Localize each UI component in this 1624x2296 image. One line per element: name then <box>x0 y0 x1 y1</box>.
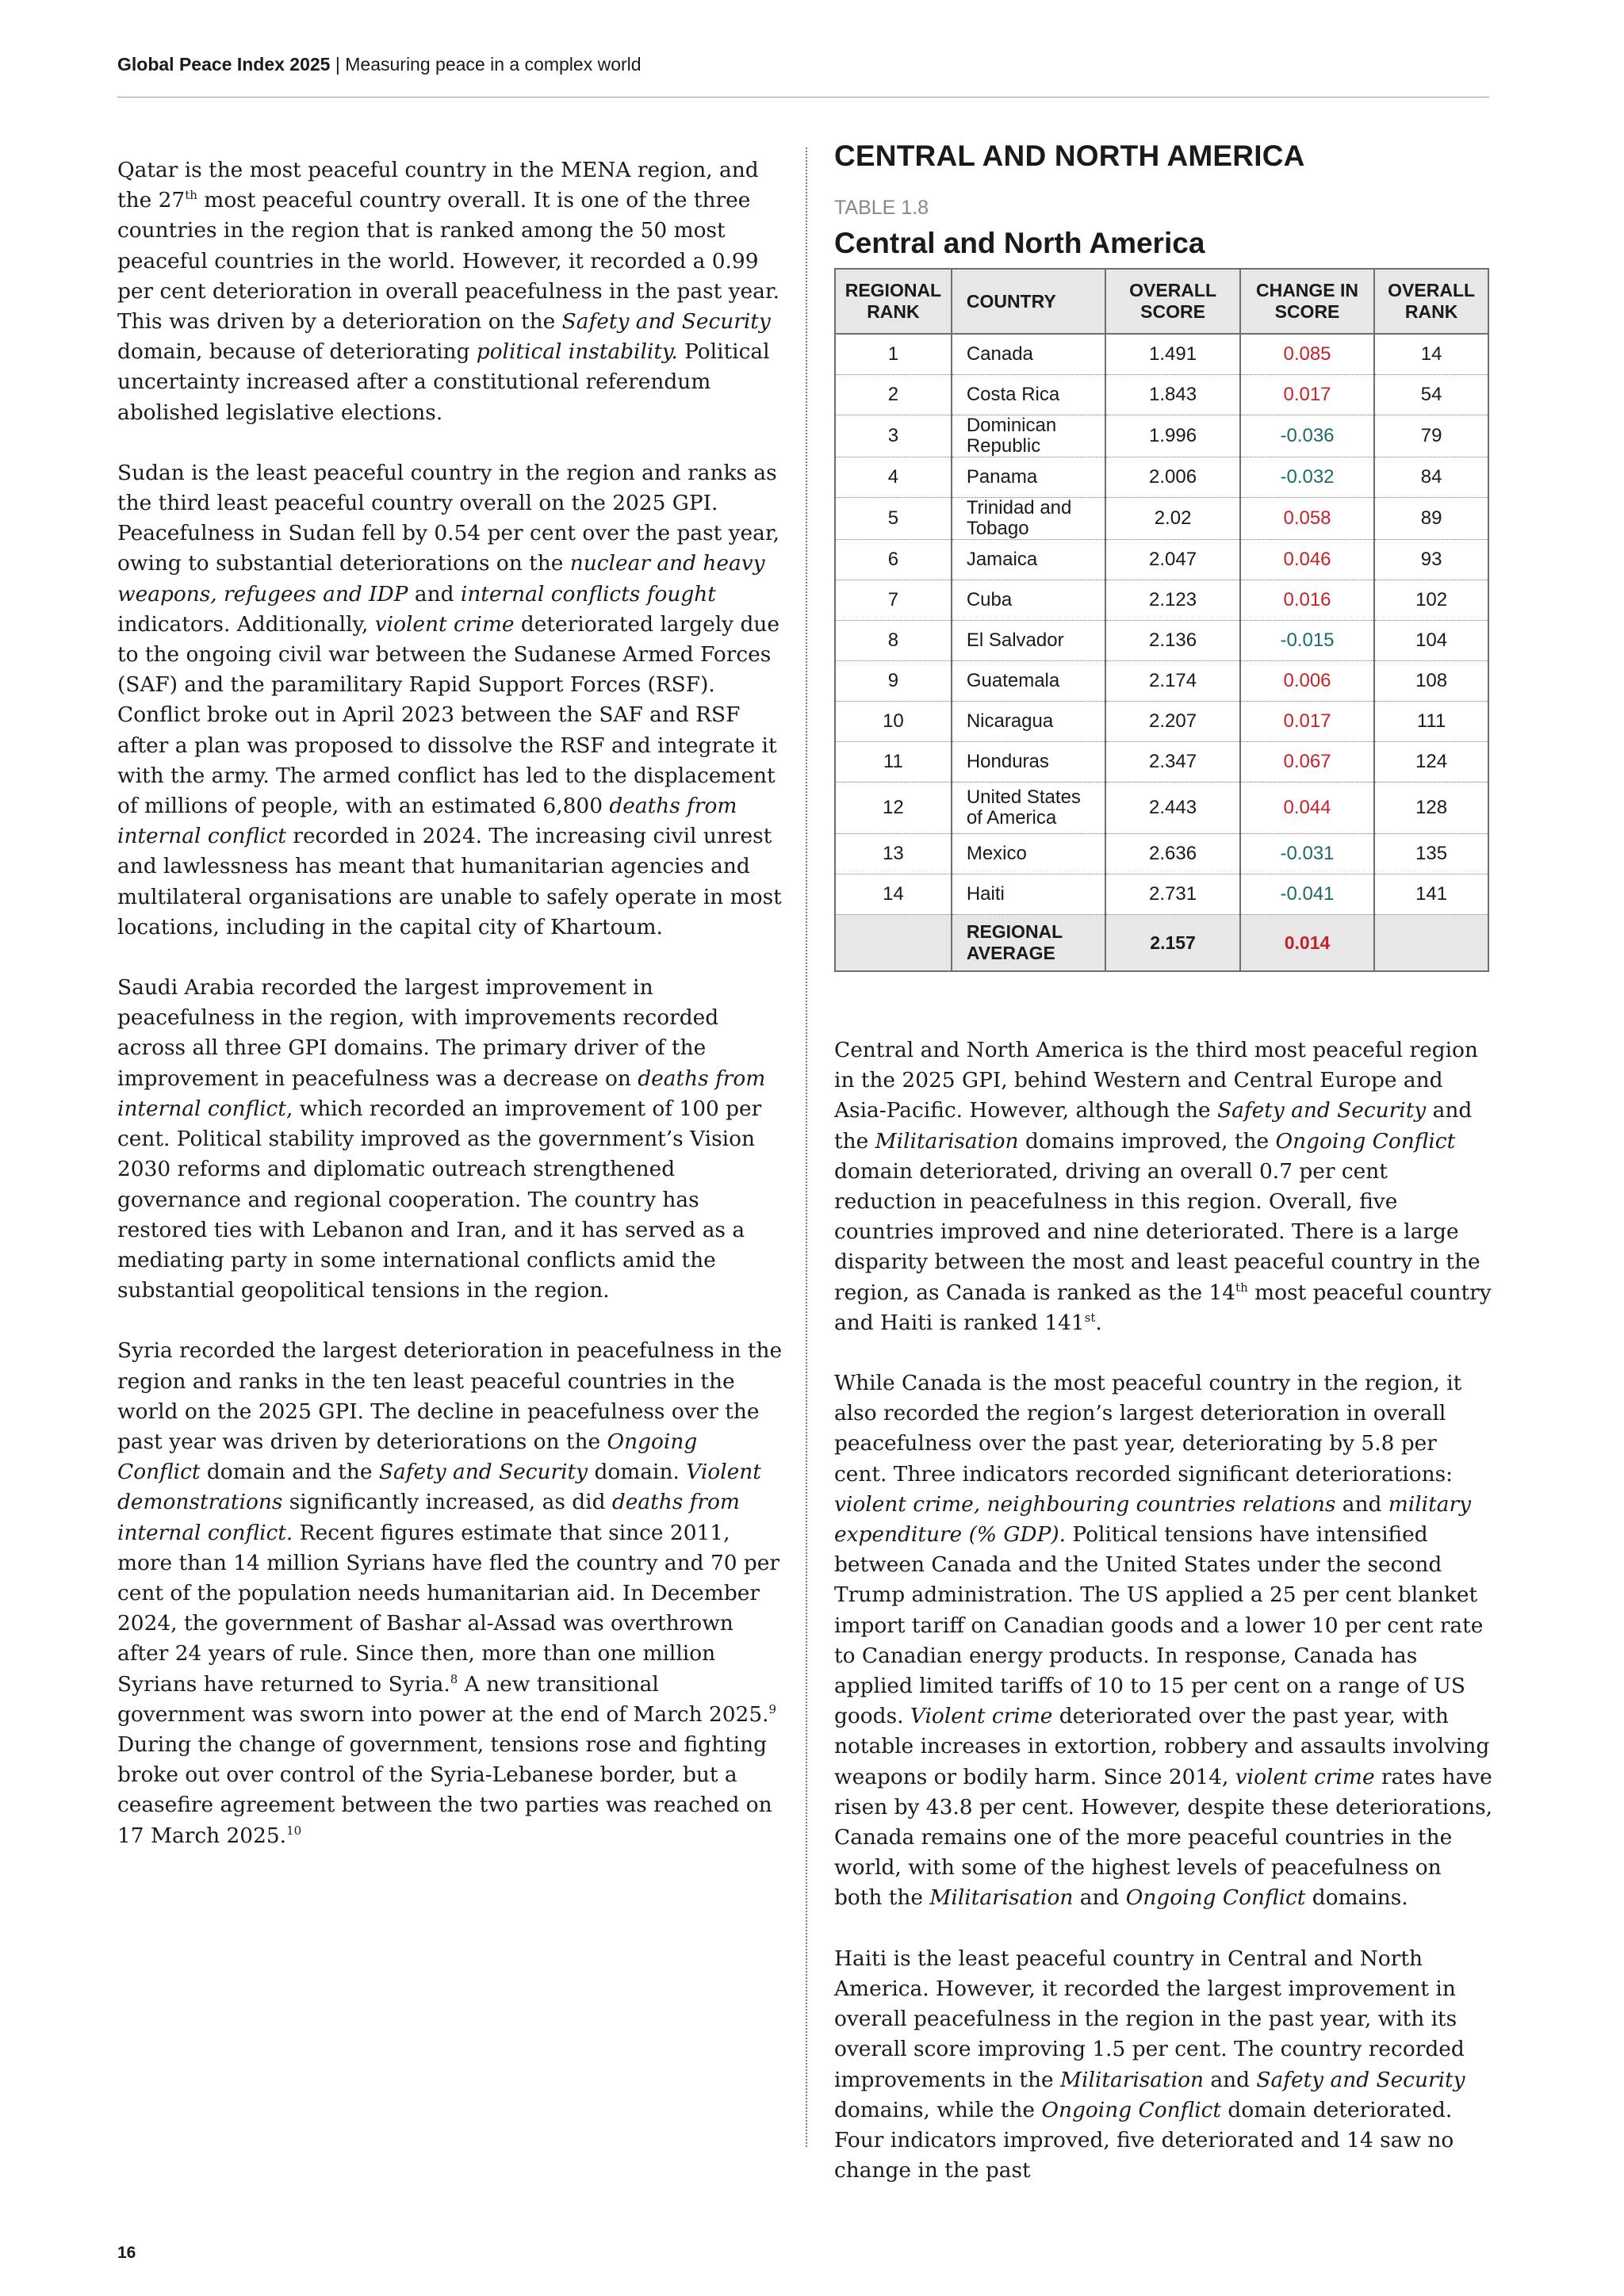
country-cell: Cuba <box>952 580 1106 621</box>
country-cell: Trinidad and Tobago <box>952 498 1106 540</box>
overall-rank-cell: 89 <box>1374 498 1488 540</box>
overall-rank-cell: 54 <box>1374 375 1488 415</box>
overall-score-cell: 2.02 <box>1105 498 1239 540</box>
paragraph-qatar: Qatar is the most peaceful country in the MENA region, and the 27th most peaceful country overall. It is one of the three countries in the region that is ranked among the 50 most peaceful countries in the world. However, it recorded a 0.99 per cent deterioration in overall peacefulness in the past year. This was driven by a deterioration on the Safety and Security domain, because of deteriorating political instability. Political uncertainty increased after a constitutional referendum abolished legislative elections. <box>117 158 780 425</box>
country-cell: Guatemala <box>952 661 1106 702</box>
paragraph-saudi-arabia: Saudi Arabia recorded the largest improvement in peacefulness in the region, with improvements recorded across all three GPI domains. The primary driver of the improvement in peacefulness was a decrease on deaths from internal conflict, which recorded an improvement of 100 per cent. Political stability improved as the government’s Vision 2030 reforms and diplomatic outreach strengthened governance and regional cooperation. The country has restored ties with Lebanon and Iran, and it has served as a mediating party in some international conflicts amid the substantial geopolitical tensions in the region. <box>117 975 766 1303</box>
country-cell: Honduras <box>952 742 1106 783</box>
table-row <box>835 415 1488 457</box>
table-row <box>835 661 1488 702</box>
change-in-score-cell: 0.046 <box>1240 540 1374 580</box>
average-overall-rank-cell <box>1374 915 1488 972</box>
paragraph-haiti: Haiti is the least peaceful country in Central and North America. However, it recorded the largest improvement in overall peacefulness in the region in the past year, with its overall score improving 1.5 per cent. The country recorded improvements in the Militarisation and Safety and Security domains, while the Ongoing Conflict domain deteriorated. Four indicators improved, five deteriorated and 14 saw no change in the past <box>834 1946 1465 2183</box>
regional-rank-cell: 10 <box>835 702 952 742</box>
header-overall-score: OVERALL SCORE <box>1105 269 1239 334</box>
header-separator: | <box>330 54 346 75</box>
country-cell: Mexico <box>952 834 1106 874</box>
table-row <box>835 334 1488 375</box>
table-row <box>835 375 1488 415</box>
regional-rank-cell: 9 <box>835 661 952 702</box>
overall-rank-cell: 84 <box>1374 457 1488 498</box>
table-row <box>835 702 1488 742</box>
footnote-ref: 9 <box>768 1701 777 1716</box>
regional-rank-cell: 12 <box>835 783 952 834</box>
paragraph-canada: While Canada is the most peaceful country in the region, it also recorded the region’s largest deterioration in overall peacefulness over the past year, deteriorating by 5.8 per cent. Three indicators recorded significant deteriorations: violent crime, neighbouring countries relations and military expenditure (% GDP). Political tensions have intensified between Canada and the United States under the second Trump administration. The US applied a 25 per cent blanket import tariff on Canadian goods and a lower 10 per cent rate to Canadian energy products. In response, Canada has applied limited tariffs of 10 to 15 per cent on a range of US goods. Violent crime deteriorated over the past year, with notable increases in extortion, robbery and assaults involving weapons or bodily harm. Since 2014, violent crime rates have risen by 43.8 per cent. However, despite these deteriorations, Canada remains one of the more peaceful countries in the world, with some of the highest levels of peacefulness on both the Militarisation and Ongoing Conflict domains. <box>834 1371 1493 1911</box>
overall-rank-cell: 102 <box>1374 580 1488 621</box>
table-header-row <box>835 269 1488 334</box>
country-cell: Costa Rica <box>952 375 1106 415</box>
section-title: CENTRAL AND NORTH AMERICA <box>834 140 1305 172</box>
overall-rank-cell: 93 <box>1374 540 1488 580</box>
change-in-score-cell: -0.015 <box>1240 621 1374 661</box>
country-cell: Jamaica <box>952 540 1106 580</box>
country-cell: United States of America <box>952 783 1106 834</box>
overall-score-cell: 2.731 <box>1105 874 1239 915</box>
running-header <box>117 54 1489 75</box>
header-rule <box>117 97 1489 98</box>
regional-rank-cell: 1 <box>835 334 952 375</box>
footnote-ref: 10 <box>286 1823 302 1838</box>
table-title: Central and North America <box>834 227 1205 259</box>
right-column-text <box>834 1035 1494 2216</box>
regional-rank-cell: 11 <box>835 742 952 783</box>
table-row <box>835 742 1488 783</box>
header-country: COUNTRY <box>952 269 1106 334</box>
country-cell: Canada <box>952 334 1106 375</box>
header-title: Global Peace Index 2025 <box>117 54 331 75</box>
overall-rank-cell: 124 <box>1374 742 1488 783</box>
paragraph-sudan: Sudan is the least peaceful country in the region and ranks as the third least peaceful country overall on the 2025 GPI. Peacefulness in Sudan fell by 0.54 per cent over the past year, owing to substantial deteriorations on the nuclear and heavy weapons, refugees and IDP and internal conflicts fought indicators. Additionally, violent crime deteriorated largely due to the ongoing civil war between the Sudanese Armed Forces (SAF) and the paramilitary Rapid Support Forces (RSF). Conflict broke out in April 2023 between the SAF and RSF after a plan was proposed to dissolve the RSF and integrate it with the army. The armed conflict has led to the displacement of millions of people, with an estimated 6,800 deaths from internal conflict recorded in 2024. The increasing civil unrest and lawlessness has meant that humanitarian agencies and multilateral organisations are unable to safely operate in most locations, including in the capital city of Khartoum. <box>117 460 782 939</box>
overall-score-cell: 2.636 <box>1105 834 1239 874</box>
change-in-score-cell: -0.041 <box>1240 874 1374 915</box>
regional-average-row <box>835 915 1488 972</box>
table-row <box>835 874 1488 915</box>
regional-average-label: REGIONAL AVERAGE <box>952 915 1106 972</box>
header-overall-rank: OVERALL RANK <box>1374 269 1488 334</box>
footnote-ref: 8 <box>450 1671 458 1686</box>
table-row <box>835 540 1488 580</box>
table-row <box>835 834 1488 874</box>
change-in-score-cell: 0.058 <box>1240 498 1374 540</box>
left-column <box>117 155 785 1881</box>
overall-score-cell: 1.491 <box>1105 334 1239 375</box>
change-in-score-cell: 0.017 <box>1240 375 1374 415</box>
change-in-score-cell: 0.006 <box>1240 661 1374 702</box>
overall-score-cell: 2.207 <box>1105 702 1239 742</box>
header-change-in-score: CHANGE IN SCORE <box>1240 269 1374 334</box>
table-row <box>835 498 1488 540</box>
paragraph-syria: Syria recorded the largest deterioration in peacefulness in the region and ranks in the ten least peaceful countries in the world on the 2025 GPI. The decline in peacefulness over the past year was driven by deteriorations on the Ongoing Conflict domain and the Safety and Security domain. Violent demonstrations significantly increased, as did deaths from internal conflict. Recent figures estimate that since 2011, more than 14 million Syrians have fled the country and 70 per cent of the population needs humanitarian aid. In December 2024, the government of Bashar al-Assad was overthrown after 24 years of rule. Since then, more than one million Syrians have returned to Syria.$^8$ A new transitional government was sworn into power at the end of March 2025.$^9$ During the change of government, tensions rose and fighting broke out over control of the Syria-Lebanese border, but a ceasefire agreement between the two parties was reached on 17 March 2025.10 <box>117 1338 783 1848</box>
regional-rank-cell: 5 <box>835 498 952 540</box>
country-cell: El Salvador <box>952 621 1106 661</box>
overall-score-cell: 1.843 <box>1105 375 1239 415</box>
country-cell: Haiti <box>952 874 1106 915</box>
overall-rank-cell: 111 <box>1374 702 1488 742</box>
table-row <box>835 783 1488 834</box>
overall-rank-cell: 14 <box>1374 334 1488 375</box>
overall-score-cell: 2.136 <box>1105 621 1239 661</box>
change-in-score-cell: -0.032 <box>1240 457 1374 498</box>
table-row <box>835 621 1488 661</box>
overall-rank-cell: 135 <box>1374 834 1488 874</box>
regional-rank-cell: 3 <box>835 415 952 457</box>
table-label: TABLE 1.8 <box>834 197 929 219</box>
regional-rank-cell: 13 <box>835 834 952 874</box>
overall-rank-cell: 108 <box>1374 661 1488 702</box>
change-in-score-cell: 0.044 <box>1240 783 1374 834</box>
regional-rank-table <box>834 268 1489 972</box>
overall-score-cell: 1.996 <box>1105 415 1239 457</box>
header-subtitle: Measuring peace in a complex world <box>345 54 642 75</box>
overall-score-cell: 2.006 <box>1105 457 1239 498</box>
column-divider <box>806 147 807 2147</box>
table-row <box>835 457 1488 498</box>
average-score-cell: 2.157 <box>1105 915 1239 972</box>
overall-score-cell: 2.347 <box>1105 742 1239 783</box>
overall-score-cell: 2.123 <box>1105 580 1239 621</box>
country-cell: Panama <box>952 457 1106 498</box>
change-in-score-cell: 0.067 <box>1240 742 1374 783</box>
overall-rank-cell: 79 <box>1374 415 1488 457</box>
regional-rank-cell: 14 <box>835 874 952 915</box>
overall-rank-cell: 104 <box>1374 621 1488 661</box>
regional-rank-cell: 7 <box>835 580 952 621</box>
change-in-score-cell: -0.036 <box>1240 415 1374 457</box>
overall-rank-cell: 141 <box>1374 874 1488 915</box>
change-in-score-cell: 0.017 <box>1240 702 1374 742</box>
overall-rank-cell: 128 <box>1374 783 1488 834</box>
page-number: 16 <box>117 2244 136 2262</box>
regional-rank-cell: 2 <box>835 375 952 415</box>
paragraph-region-overview: Central and North America is the third most peaceful region in the 2025 GPI, behind Western and Central Europe and Asia-Pacific. However, although the Safety and Security and the Militarisation domains improved, the Ongoing Conflict domain deteriorated, driving an overall 0.7 per cent reduction in peacefulness in this region. Overall, five countries improved and nine deteriorated. There is a large disparity between the most and least peaceful country in the region, as Canada is ranked as the 14th most peaceful country and Haiti is ranked 141st. <box>834 1038 1492 1335</box>
overall-score-cell: 2.443 <box>1105 783 1239 834</box>
change-in-score-cell: 0.085 <box>1240 334 1374 375</box>
average-change-cell: 0.014 <box>1240 915 1374 972</box>
header-regional-rank: REGIONAL RANK <box>835 269 952 334</box>
average-rank-cell <box>835 915 952 972</box>
change-in-score-cell: -0.031 <box>1240 834 1374 874</box>
country-cell: Nicaragua <box>952 702 1106 742</box>
country-cell: Dominican Republic <box>952 415 1106 457</box>
regional-rank-cell: 6 <box>835 540 952 580</box>
overall-score-cell: 2.047 <box>1105 540 1239 580</box>
regional-rank-cell: 8 <box>835 621 952 661</box>
regional-rank-cell: 4 <box>835 457 952 498</box>
overall-score-cell: 2.174 <box>1105 661 1239 702</box>
change-in-score-cell: 0.016 <box>1240 580 1374 621</box>
table-row <box>835 580 1488 621</box>
